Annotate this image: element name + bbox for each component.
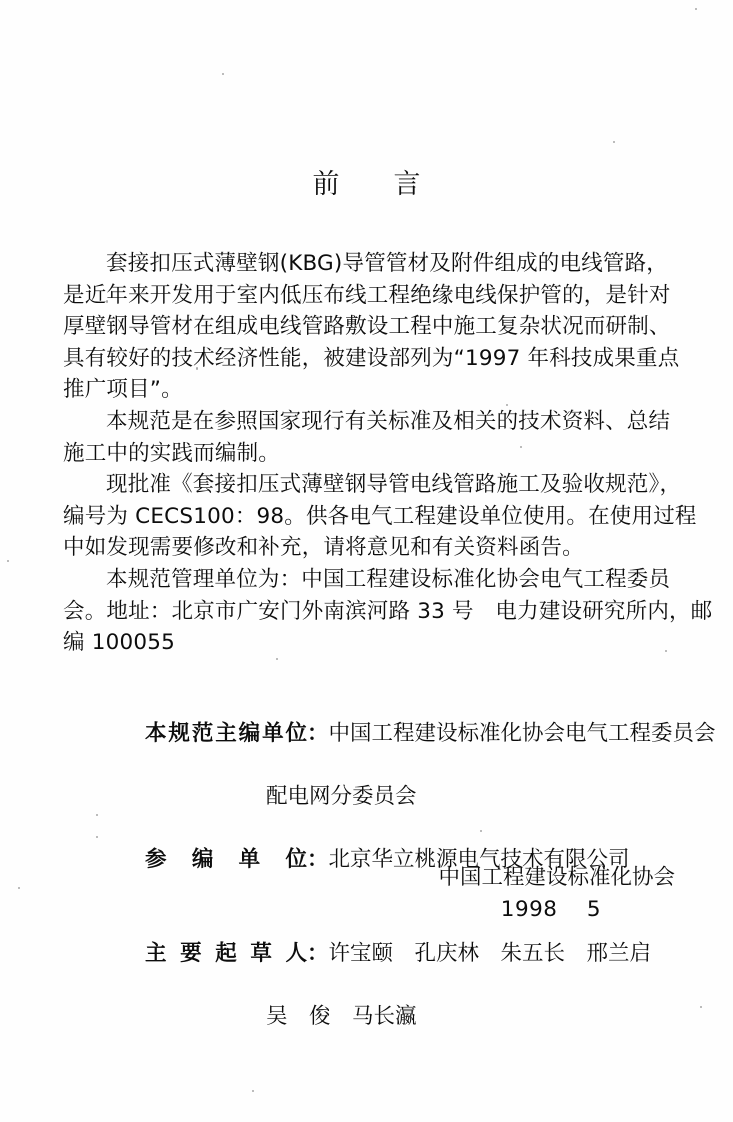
paragraph-line: 套接扣压式薄壁钢(KBG)导管管材及附件组成的电线管路，: [106, 251, 669, 276]
paragraph-line: 中如发现需要修改和补充，请将意见和有关资料函告。: [63, 535, 584, 561]
paragraph-line: 具有较好的技术经济性能，被建设部列为“1997 年科技成果重点: [63, 345, 680, 371]
drafters-value-continued: 吴 俊 马长瀛: [266, 1004, 417, 1029]
issuing-organization: 中国工程建设标准化协会: [438, 865, 675, 890]
scan-speck: [252, 1090, 254, 1092]
paragraph-2: [63, 406, 675, 469]
paragraph-line: 现批准《套接扣压式薄壁钢导管电线管路施工及验收规范》，: [106, 472, 682, 498]
credits-block: [63, 686, 716, 1033]
co-editor-value: 北京华立桃源电气技术有限公司: [328, 846, 630, 872]
scan-speck: [7, 560, 9, 562]
paragraph-1: [63, 248, 680, 406]
paragraph-line: 是近年来开发用于室内低压布线工程绝缘电线保护管的，是针对: [63, 282, 671, 308]
paragraph-line: 本规范管理单位为：中国工程建设标准化协会电气工程委员: [106, 566, 671, 592]
paragraph-line: 施工中的实践而编制。: [63, 440, 281, 466]
scan-speck: [695, 8, 697, 10]
co-editor-label: 参编单位: [145, 846, 308, 872]
credit-row: [63, 686, 716, 781]
page-title: 前 言: [312, 169, 421, 200]
paragraph-line: 会。地址：北京市广安门外南滨河路 33 号 电力建设研究所内，邮: [63, 598, 713, 624]
paragraph-4: [63, 564, 713, 659]
drafters-value: 许宝颐 孔庆林 朱五长 邢兰启: [328, 941, 652, 966]
signature-block: [63, 862, 681, 925]
paragraph-line: 编 100055: [63, 630, 176, 656]
paragraph-line: 本规范是在参照国家现行有关标准及相关的技术资料、总结: [106, 408, 671, 434]
paragraph-line: 推广项目”。: [63, 377, 183, 403]
credit-separator: ：: [307, 720, 329, 746]
chief-editor-value: 中国工程建设标准化协会电气工程委员会: [328, 720, 716, 746]
foreword-body: [63, 248, 713, 659]
credit-separator: ：: [307, 941, 329, 966]
scan-speck: [613, 141, 615, 143]
paragraph-line: 编号为 CECS100：98。供各电气工程建设单位使用。在使用过程: [63, 503, 697, 529]
scan-speck: [700, 1006, 702, 1008]
scan-speck: [18, 887, 20, 889]
scan-speck: [222, 73, 224, 75]
drafters-label: 主要起草人: [145, 941, 308, 966]
paragraph-line: 厚壁钢导管材在组成电线管路敷设工程中施工复杂状况而研制、: [63, 314, 671, 340]
paragraph-3: [63, 469, 697, 564]
credit-separator: ：: [307, 846, 329, 872]
chief-editor-label: 本规范主编单位: [145, 720, 308, 746]
issue-date: 1998 5: [500, 896, 601, 922]
chief-editor-subcommittee: 配电网分委员会: [266, 783, 417, 809]
